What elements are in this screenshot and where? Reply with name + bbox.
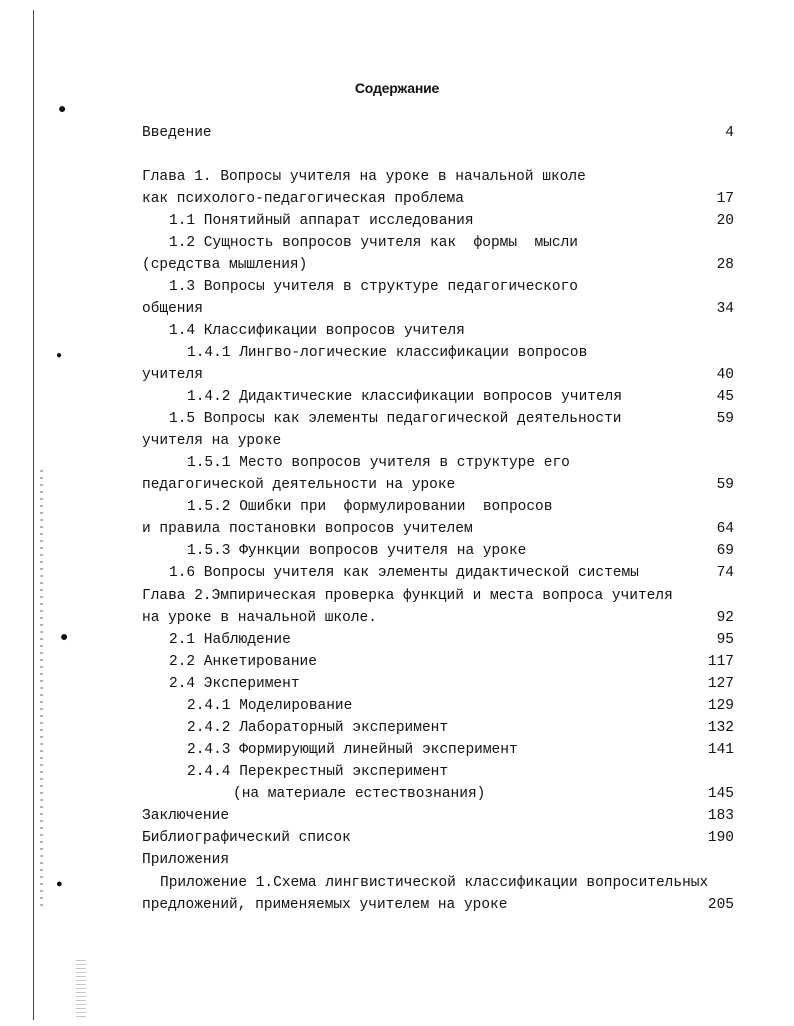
toc-page-number: 95 bbox=[716, 632, 734, 648]
scan-speck: ● bbox=[56, 351, 63, 362]
toc-entry bbox=[142, 431, 742, 451]
toc-entry bbox=[142, 828, 742, 848]
toc-entry bbox=[187, 740, 742, 760]
toc-entry bbox=[187, 541, 742, 561]
toc-entry bbox=[233, 784, 742, 804]
toc-entry bbox=[142, 519, 742, 539]
scan-edge-noise bbox=[76, 960, 86, 1020]
toc-entry-text: 1.5.2 Ошибки при формулировании вопросов bbox=[187, 499, 553, 515]
toc-entry-text: предложений, применяемых учителем на уроке bbox=[142, 897, 508, 913]
toc-entry-text: 1.3 Вопросы учителя в структуре педагогического bbox=[169, 279, 578, 295]
toc-entry bbox=[160, 873, 742, 893]
toc-entry bbox=[142, 167, 742, 187]
toc-entry-text: 2.4 Эксперимент bbox=[169, 676, 300, 692]
toc-entry bbox=[169, 409, 742, 429]
toc-page-number: 141 bbox=[707, 742, 734, 758]
toc-entry-text: педагогической деятельности на уроке bbox=[142, 477, 456, 493]
toc-entry bbox=[169, 321, 742, 341]
scan-edge-line bbox=[33, 10, 34, 1020]
toc-entry-text: 1.4 Классификации вопросов учителя bbox=[169, 323, 465, 339]
toc-entry-text: Заключение bbox=[142, 808, 230, 824]
toc-page-number: 183 bbox=[707, 808, 734, 824]
toc-entry-text: 2.1 Наблюдение bbox=[169, 632, 291, 648]
toc-page-number: 92 bbox=[716, 610, 734, 626]
scan-edge-noise bbox=[40, 470, 43, 910]
toc-page-number: 45 bbox=[716, 389, 734, 405]
toc-entry bbox=[169, 563, 742, 583]
toc-entry bbox=[187, 497, 742, 517]
toc-page-number: 132 bbox=[707, 720, 734, 736]
toc-page-number: 20 bbox=[716, 213, 734, 229]
toc-entry bbox=[142, 850, 742, 870]
toc-entry-text: 1.5.1 Место вопросов учителя в структуре его bbox=[187, 455, 570, 471]
toc-entry bbox=[187, 718, 742, 738]
toc-entry bbox=[142, 806, 742, 826]
toc-page-number: 127 bbox=[707, 676, 734, 692]
toc-entry-text: общения bbox=[142, 301, 203, 317]
toc-entry-text: 2.4.4 Перекрестный эксперимент bbox=[187, 764, 449, 780]
toc-entry bbox=[142, 586, 742, 606]
toc-entry bbox=[187, 453, 742, 473]
toc-entry-text: Библиографический список bbox=[142, 830, 351, 846]
toc-entry bbox=[142, 608, 742, 628]
toc-page-number: 69 bbox=[716, 543, 734, 559]
toc-entry-text: 1.5.3 Функции вопросов учителя на уроке bbox=[187, 543, 527, 559]
toc-entry-text: 1.6 Вопросы учителя как элементы дидактической системы bbox=[169, 565, 639, 581]
toc-page-number: 64 bbox=[716, 521, 734, 537]
toc-entry-text: Глава 1. Вопросы учителя на уроке в начальной школе bbox=[142, 169, 586, 185]
toc-entry bbox=[169, 674, 742, 694]
toc-entry bbox=[169, 211, 742, 231]
toc-entry-text: 2.4.1 Моделирование bbox=[187, 698, 353, 714]
toc-page-number: 190 bbox=[707, 830, 734, 846]
toc-page-number: 4 bbox=[725, 125, 734, 141]
toc-entry-text: на уроке в начальной школе. bbox=[142, 610, 377, 626]
toc-entry-text: 1.4.2 Дидактические классификации вопросов учителя bbox=[187, 389, 623, 405]
toc-entry-text: учителя bbox=[142, 367, 203, 383]
toc-page-number: 129 bbox=[707, 698, 734, 714]
toc-entry bbox=[142, 365, 742, 385]
toc-entry-text: и правила постановки вопросов учителем bbox=[142, 521, 473, 537]
toc-entry-text: 1.4.1 Лингво-логические классификации вопросов bbox=[187, 345, 588, 361]
toc-entry bbox=[142, 475, 742, 495]
toc-page-number: 74 bbox=[716, 565, 734, 581]
toc-entry-text: как психолого-педагогическая проблема bbox=[142, 191, 464, 207]
page-title: Содержание bbox=[354, 80, 440, 96]
scan-speck: ● bbox=[60, 630, 69, 646]
toc-entry-text: Введение bbox=[142, 125, 212, 141]
toc-entry-text: 2.4.3 Формирующий линейный эксперимент bbox=[187, 742, 518, 758]
toc-entry bbox=[187, 387, 742, 407]
toc-entry-text: Глава 2.Эмпирическая проверка функций и места вопроса учителя bbox=[142, 588, 673, 604]
toc-entry bbox=[169, 277, 742, 297]
scan-speck: ● bbox=[58, 102, 67, 118]
toc-page-number: 117 bbox=[707, 654, 734, 670]
toc-page-number: 40 bbox=[716, 367, 734, 383]
toc-entry bbox=[187, 696, 742, 716]
toc-entry bbox=[187, 762, 742, 782]
toc-entry bbox=[142, 255, 742, 275]
toc-entry-text: Приложение 1.Схема лингвистической классификации вопросительных bbox=[160, 875, 709, 891]
toc-page-number: 205 bbox=[707, 897, 734, 913]
toc-entry bbox=[142, 189, 742, 209]
toc-entry bbox=[169, 630, 742, 650]
toc-entry bbox=[142, 299, 742, 319]
toc-entry-text: 2.4.2 Лабораторный эксперимент bbox=[187, 720, 449, 736]
toc-page-number: 28 bbox=[716, 257, 734, 273]
toc-page-number: 145 bbox=[707, 786, 734, 802]
toc-entry-text: учителя на уроке bbox=[142, 433, 282, 449]
toc-entry-text: Приложения bbox=[142, 852, 230, 868]
toc-entry-text: 1.5 Вопросы как элементы педагогической деятельности bbox=[169, 411, 622, 427]
toc-entry bbox=[142, 895, 742, 915]
scan-speck: ● bbox=[56, 879, 63, 891]
toc-entry-text: (средства мышления) bbox=[142, 257, 308, 273]
toc-page-number: 34 bbox=[716, 301, 734, 317]
toc-entry-text: (на материале естествознания) bbox=[233, 786, 486, 802]
toc-entry bbox=[187, 343, 742, 363]
toc-entry bbox=[169, 652, 742, 672]
toc-page-number: 59 bbox=[716, 411, 734, 427]
toc-entry bbox=[169, 233, 742, 253]
toc-entry-text: 1.1 Понятийный аппарат исследования bbox=[169, 213, 474, 229]
toc-entry-text: 1.2 Сущность вопросов учителя как формы мысли bbox=[169, 235, 578, 251]
toc-entry bbox=[142, 123, 742, 143]
toc-page-number: 59 bbox=[716, 477, 734, 493]
toc-entry-text: 2.2 Анкетирование bbox=[169, 654, 317, 670]
toc-page-number: 17 bbox=[716, 191, 734, 207]
